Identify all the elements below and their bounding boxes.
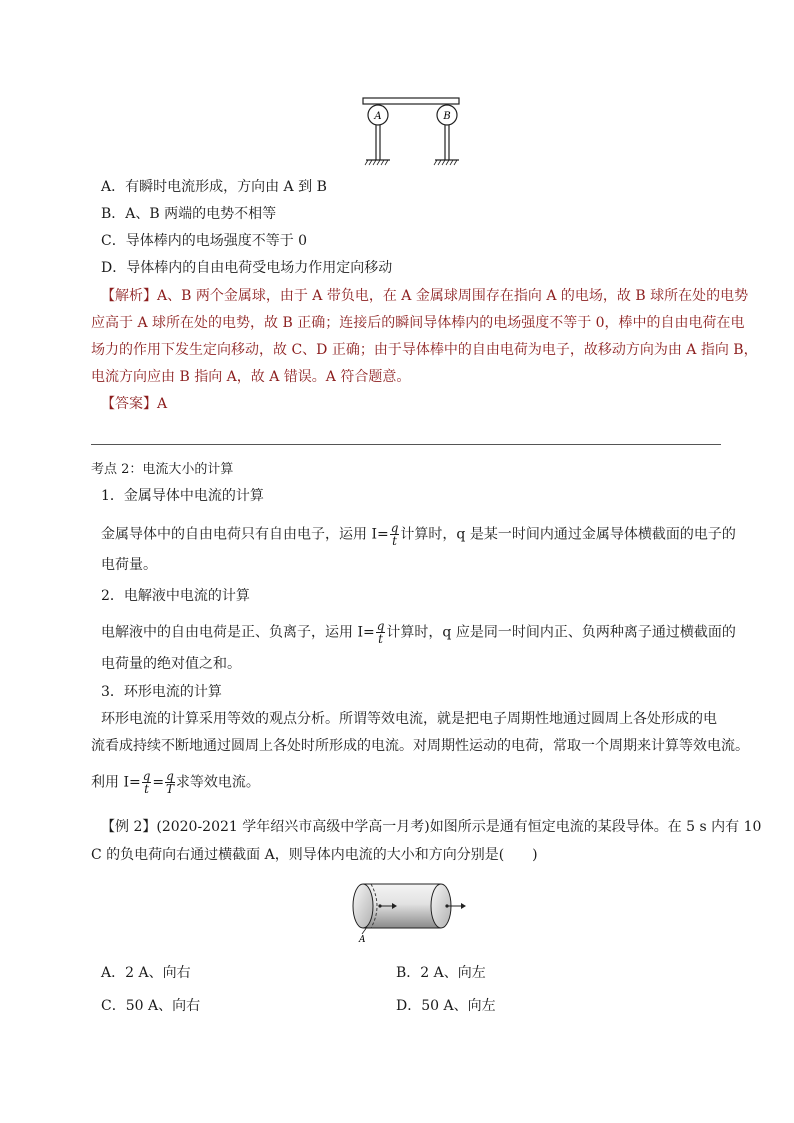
ex2-option-d: D．50 A、向左 (396, 998, 496, 1014)
section-title: 考点 2：电流大小的计算 (91, 462, 234, 477)
heading-2: 2．电解液中电流的计算 (101, 588, 250, 604)
analysis-line-4: 电流方向应由 B 指向 A，故 A 错误。A 符合题意。 (91, 369, 411, 385)
option-c: C．导体棒内的电场强度不等于 0 (101, 233, 308, 249)
fraction-q-over-t: $\frac{q}{t}$ (376, 619, 385, 646)
analysis-line-1: 【解析】A、B 两个金属球，由于 A 带负电，在 A 金属球周围存在指向 A 的电场，故 B 球所在处的电势 (101, 288, 749, 304)
fraction-q-over-T: $\frac{q}{T}$ (165, 769, 174, 796)
fraction-q-over-t: $\frac{q}{t}$ (142, 769, 151, 796)
sphere-label-b: B (443, 111, 451, 122)
ex2-option-c: C．50 A、向右 (101, 998, 201, 1014)
spheres-rod-figure (360, 94, 462, 168)
option-a: A．有瞬时电流形成，方向由 A 到 B (101, 179, 327, 195)
heading-1: 1．金属导体中电流的计算 (101, 488, 264, 504)
cylinder-conductor-figure (345, 878, 469, 944)
sphere-label-a: A (374, 111, 382, 122)
section-divider (91, 444, 721, 445)
para-2-line-2: 电荷量的绝对值之和。 (101, 656, 241, 672)
ex2-option-b: B．2 A、向左 (396, 965, 486, 981)
para-2-line-1: 电解液中的自由电荷是正、负离子，运用 I= $\frac{q}{t}$ 计算时，q 应是同一时间内正、负两种离子通过横截面的 (101, 619, 736, 646)
cross-section-label: A (359, 935, 366, 944)
para-3-line-3: 利用 I= $\frac{q}{t}$ = $\frac{q}{T}$ 求等效电流。 (91, 769, 260, 796)
example-2-line-1: 【例 2】(2020-2021 学年绍兴市高级中学高一月考)如图所示是通有恒定电流的某段导体。在 5 s 内有 10 (101, 819, 762, 835)
para-1-line-1: 金属导体中的自由电荷只有自由电子，运用 I= $\frac{q}{t}$ 计算时，q 是某一时间内通过金属导体横截面的电子的 (101, 521, 736, 548)
option-d: D．导体棒内的自由电荷受电场力作用定向移动 (101, 260, 393, 276)
example-2-line-2: C 的负电荷向右通过横截面 A，则导体内电流的大小和方向分别是( ) (91, 847, 538, 863)
para-3-line-2: 流看成持续不断地通过圆周上各处时所形成的电流。对周期性运动的电荷，常取一个周期来计算等效电流。 (91, 738, 749, 754)
analysis-line-2: 应高于 A 球所在处的电势，故 B 正确；连接后的瞬间导体棒内的电场强度不等于 0，棒中的自由电荷在电 (91, 315, 745, 331)
analysis-line-3: 场力的作用下发生定向移动，故 C、D 正确；由于导体棒中的自由电荷为电子，故移动方向为由 A 指向 B， (91, 342, 758, 358)
ex2-option-a: A．2 A、向右 (101, 965, 191, 981)
heading-3: 3．环形电流的计算 (101, 684, 222, 700)
answer: 【答案】A (101, 396, 168, 412)
para-3-line-1: 环形电流的计算采用等效的观点分析。所谓等效电流，就是把电子周期性地通过圆周上各处形成的电 (101, 711, 717, 727)
option-b: B．A、B 两端的电势不相等 (101, 206, 277, 222)
fraction-q-over-t: $\frac{q}{t}$ (390, 521, 399, 548)
para-1-line-2: 电荷量。 (101, 557, 157, 573)
